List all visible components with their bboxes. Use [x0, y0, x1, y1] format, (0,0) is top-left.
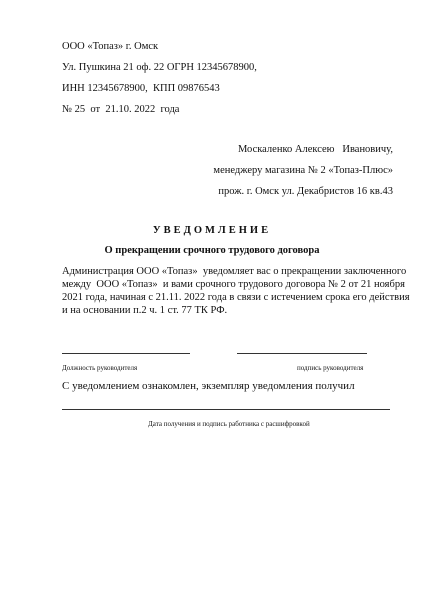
body-line-2: между ООО «Топаз» и вами срочного трудового договора № 2 от 21 ноября	[62, 279, 405, 290]
document-title: УВЕДОМЛЕНИЕ	[152, 225, 272, 236]
document-number-date: № 25 от 21.10. 2022 года	[62, 104, 180, 115]
body-line-1: Администрация ООО «Топаз» уведомляет вас о прекращении заключенного	[62, 266, 407, 277]
body-line-3: 2021 года, начиная с 21.11. 2022 года в связи с истечением срока его действия	[62, 292, 410, 303]
body-line-4: и на основании п.2 ч. 1 ст. 77 ТК РФ.	[62, 305, 228, 316]
head-signature-line	[237, 353, 367, 354]
signature-caption: подпись руководителя	[297, 364, 364, 372]
position-signature-line	[62, 353, 190, 354]
acknowledgement-caption: Дата получения и подпись работника с расшифровкой	[148, 420, 310, 428]
sender-inn-kpp: ИНН 12345678900, КПП 09876543	[62, 83, 220, 94]
sender-address: Ул. Пушкина 21 оф. 22 ОГРН 12345678900,	[62, 62, 257, 73]
document-subtitle: О прекращении срочного трудового договора	[104, 245, 320, 256]
position-caption: Должность руководителя	[62, 364, 138, 372]
sender-org: ООО «Топаз» г. Омск	[62, 41, 159, 52]
acknowledgement-text: С уведомлением ознакомлен, экземпляр уведомления получил	[62, 380, 355, 392]
acknowledgement-signature-line	[62, 409, 390, 410]
recipient-name: Москаленко Алексею Ивановичу,	[237, 144, 393, 155]
recipient-position: менеджеру магазина № 2 «Топаз-Плюс»	[213, 165, 393, 176]
recipient-address: прож. г. Омск ул. Декабристов 16 кв.43	[218, 186, 393, 197]
